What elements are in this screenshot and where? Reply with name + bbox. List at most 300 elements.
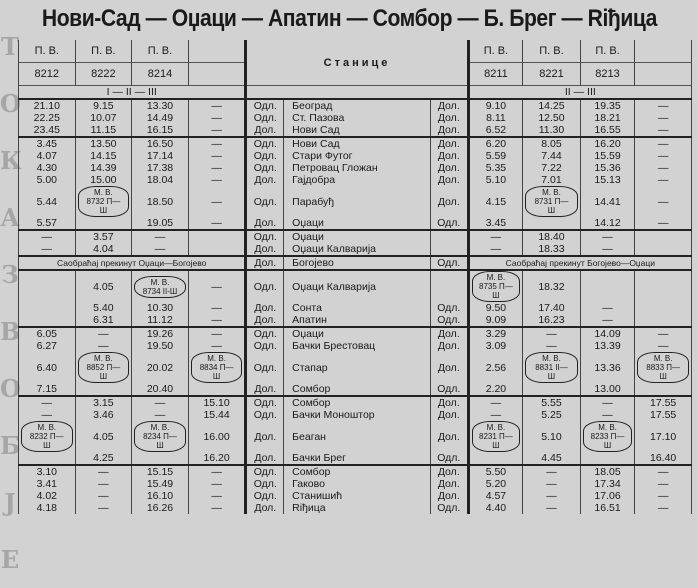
time-left: — <box>19 230 76 243</box>
time-right: — <box>635 327 692 340</box>
time-left: 9.15 <box>75 99 132 112</box>
motor-train-badge: М. В. 8831 II—Ш <box>525 352 578 383</box>
station-name: Бачки Моноштор <box>284 409 431 421</box>
motor-train-badge: М. В. 8234 П—Ш <box>134 421 186 452</box>
train-number-left: 8214 <box>132 63 189 86</box>
time-left: 3.41 <box>19 478 76 490</box>
time-right: 4.45 <box>523 452 581 465</box>
time-right: 13.00 <box>580 383 635 396</box>
time-right: 3.45 <box>468 217 523 230</box>
time-left <box>19 270 76 302</box>
time-left: — <box>188 314 246 327</box>
time-left <box>19 302 76 314</box>
table-row <box>19 352 692 383</box>
time-right: — <box>635 478 692 490</box>
table-row <box>19 340 692 352</box>
time-right: — <box>635 186 692 217</box>
arr-dep-left: Одл. <box>246 352 284 383</box>
time-right: 9.50 <box>468 302 523 314</box>
time-right: 9.10 <box>468 99 523 112</box>
table-row <box>19 396 692 409</box>
station-name: Гајдобра <box>284 174 431 186</box>
table-row <box>19 409 692 421</box>
time-left: 6.27 <box>19 340 76 352</box>
time-right: 18.33 <box>523 243 581 256</box>
table-row <box>19 243 692 256</box>
train-number-right: 8213 <box>580 63 635 86</box>
train-number-right <box>635 63 692 86</box>
time-right: — <box>635 124 692 137</box>
watermark-letter: О <box>0 89 21 118</box>
time-left: 16.26 <box>132 502 189 514</box>
motor-train-badge: М. В. 8232 П—Ш <box>21 421 73 452</box>
station-name: Оџаци <box>284 327 431 340</box>
station-name: Станишић <box>284 490 431 502</box>
table-row <box>19 270 692 302</box>
time-left: — <box>132 396 189 409</box>
station-name: Сомбор <box>284 383 431 396</box>
vertical-watermark <box>0 18 20 588</box>
time-right: 5.20 <box>468 478 523 490</box>
time-right: 5.59 <box>468 150 523 162</box>
time-left: — <box>132 243 189 256</box>
station-name: Бачки Брестовац <box>284 340 431 352</box>
time-left: 3.57 <box>75 230 132 243</box>
time-right: — <box>580 230 635 243</box>
time-left: 10.07 <box>75 112 132 124</box>
time-left: 3.45 <box>19 137 76 150</box>
watermark-letter: Б <box>0 431 21 460</box>
station-name: Сомбор <box>284 396 431 409</box>
table-row <box>19 174 692 186</box>
time-left: 15.15 <box>132 465 189 478</box>
arr-dep-left: Одл. <box>246 490 284 502</box>
time-right: 13.36 <box>580 352 635 383</box>
time-left <box>75 186 132 217</box>
time-left: — <box>188 465 246 478</box>
time-left: — <box>188 186 246 217</box>
time-right: — <box>468 409 523 421</box>
arr-dep-right: Дол. <box>430 174 468 186</box>
time-right: 19.35 <box>580 99 635 112</box>
time-left: — <box>188 150 246 162</box>
classes-left: I — II — III <box>19 86 246 100</box>
time-right: — <box>635 465 692 478</box>
arr-dep-right: Дол. <box>430 137 468 150</box>
time-left: — <box>75 490 132 502</box>
arr-dep-left: Дол. <box>246 256 284 270</box>
time-right: 16.51 <box>580 502 635 514</box>
time-right: 17.10 <box>635 421 692 452</box>
station-name: Стапар <box>284 352 431 383</box>
table-row <box>19 112 692 124</box>
table-row <box>19 256 692 270</box>
motor-train-badge: М. В. 8833 П—Ш <box>637 352 689 383</box>
time-right <box>523 186 581 217</box>
time-right <box>468 270 523 302</box>
time-right: 17.40 <box>523 302 581 314</box>
motor-train-badge: М. В. 8731 П—Ш <box>525 186 578 217</box>
arr-dep-right <box>430 230 468 243</box>
time-right <box>580 270 635 302</box>
time-right: 4.57 <box>468 490 523 502</box>
time-right: 5.10 <box>523 421 581 452</box>
station-name: Парабуђ <box>284 186 431 217</box>
station-name: Бачки Брег <box>284 452 431 465</box>
motor-train-badge: М. В. 8735 П—Ш <box>472 271 521 302</box>
time-right: — <box>635 137 692 150</box>
train-number-left: 8212 <box>19 63 76 86</box>
time-left: 4.25 <box>75 452 132 465</box>
time-left: 5.44 <box>19 186 76 217</box>
time-right: — <box>580 302 635 314</box>
arr-dep-left: Одл. <box>246 327 284 340</box>
time-left <box>132 452 189 465</box>
time-right: 14.25 <box>523 99 581 112</box>
arr-dep-left: Одл. <box>246 340 284 352</box>
time-left: — <box>75 502 132 514</box>
train-type-left: П. В. <box>19 40 76 63</box>
arr-dep-right: Дол. <box>430 162 468 174</box>
time-right: 2.20 <box>468 383 523 396</box>
time-left: — <box>188 327 246 340</box>
time-left: 13.30 <box>132 99 189 112</box>
time-right <box>523 352 581 383</box>
time-right: 5.50 <box>468 465 523 478</box>
time-left: 4.05 <box>75 421 132 452</box>
time-right <box>468 421 523 452</box>
time-left: — <box>19 409 76 421</box>
time-left: — <box>132 409 189 421</box>
table-row <box>19 230 692 243</box>
time-left: 6.31 <box>75 314 132 327</box>
arr-dep-right: Одл. <box>430 502 468 514</box>
time-right: 13.39 <box>580 340 635 352</box>
blank-cell <box>246 86 468 100</box>
time-right <box>523 217 581 230</box>
time-left: 21.10 <box>19 99 76 112</box>
time-left: 15.44 <box>188 409 246 421</box>
time-left: 16.00 <box>188 421 246 452</box>
time-right <box>580 421 635 452</box>
time-left: 10.30 <box>132 302 189 314</box>
arr-dep-right: Дол. <box>430 352 468 383</box>
time-right: — <box>635 217 692 230</box>
time-right: 18.40 <box>523 230 581 243</box>
time-right: 6.20 <box>468 137 523 150</box>
arr-dep-left: Дол. <box>246 243 284 256</box>
arr-dep-left: Одл. <box>246 186 284 217</box>
time-left: 15.49 <box>132 478 189 490</box>
time-right: — <box>468 230 523 243</box>
time-left <box>75 352 132 383</box>
arr-dep-left: Дол. <box>246 383 284 396</box>
arr-dep-right: Дол. <box>430 327 468 340</box>
time-right: 7.44 <box>523 150 581 162</box>
arr-dep-right: Дол. <box>430 478 468 490</box>
table-row <box>19 124 692 137</box>
table-row <box>19 162 692 174</box>
time-right: — <box>523 465 581 478</box>
time-left: 17.14 <box>132 150 189 162</box>
time-right: — <box>635 112 692 124</box>
station-name: Сомбор <box>284 465 431 478</box>
table-row <box>19 502 692 514</box>
time-right: 5.25 <box>523 409 581 421</box>
time-right: — <box>635 99 692 112</box>
time-right <box>635 230 692 243</box>
station-name: Оџаци <box>284 230 431 243</box>
time-left <box>75 217 132 230</box>
time-left: 5.40 <box>75 302 132 314</box>
train-number-left: 8222 <box>75 63 132 86</box>
station-name: Гаково <box>284 478 431 490</box>
time-right: — <box>580 396 635 409</box>
time-right: 17.55 <box>635 409 692 421</box>
time-left <box>132 270 189 302</box>
time-right <box>580 452 635 465</box>
time-right: — <box>523 490 581 502</box>
time-right: — <box>523 327 581 340</box>
train-type-right: П. В. <box>580 40 635 63</box>
time-right: 17.34 <box>580 478 635 490</box>
time-left <box>75 383 132 396</box>
time-right: — <box>523 502 581 514</box>
table-row <box>19 217 692 230</box>
time-left <box>19 452 76 465</box>
time-right: — <box>523 478 581 490</box>
time-left: — <box>188 340 246 352</box>
arr-dep-right: Дол. <box>430 124 468 137</box>
time-right: 17.06 <box>580 490 635 502</box>
arr-dep-left: Одл. <box>246 137 284 150</box>
station-name: Стари Футог <box>284 150 431 162</box>
time-left: 4.05 <box>75 270 132 302</box>
watermark-letter: Т <box>1 32 19 61</box>
time-left: — <box>188 162 246 174</box>
table-row <box>19 99 692 112</box>
time-left <box>188 383 246 396</box>
time-left: 4.02 <box>19 490 76 502</box>
time-left: — <box>19 396 76 409</box>
time-left: 3.46 <box>75 409 132 421</box>
watermark-letter: К <box>0 146 22 175</box>
time-right <box>523 383 581 396</box>
time-left: — <box>132 230 189 243</box>
time-left: 5.00 <box>19 174 76 186</box>
time-right: — <box>580 314 635 327</box>
arr-dep-left: Одл. <box>246 99 284 112</box>
time-right: 14.09 <box>580 327 635 340</box>
arr-dep-right <box>430 243 468 256</box>
time-right: 15.13 <box>580 174 635 186</box>
note-right: Саобраћај прекинут Богојево—Оџаци <box>468 256 691 270</box>
table-row <box>19 327 692 340</box>
arr-dep-right: Одл. <box>430 314 468 327</box>
arr-dep-left: Одл. <box>246 112 284 124</box>
arr-dep-right: Дол. <box>430 465 468 478</box>
time-right: 16.55 <box>580 124 635 137</box>
time-left: — <box>188 99 246 112</box>
time-right: 14.41 <box>580 186 635 217</box>
stanice-header: Станице <box>246 40 468 86</box>
time-right: 16.23 <box>523 314 581 327</box>
arr-dep-right: Дол. <box>430 396 468 409</box>
arr-dep-left: Одл. <box>246 396 284 409</box>
station-name: Богојево <box>284 256 431 270</box>
time-right: — <box>635 502 692 514</box>
station-name: Петровац Гложан <box>284 162 431 174</box>
arr-dep-left: Дол. <box>246 314 284 327</box>
time-right: 5.55 <box>523 396 581 409</box>
arr-dep-left: Дол. <box>246 302 284 314</box>
time-right: 8.05 <box>523 137 581 150</box>
watermark-letter: О <box>0 374 21 403</box>
time-left: 3.15 <box>75 396 132 409</box>
time-left: 13.50 <box>75 137 132 150</box>
station-name: Нови Сад <box>284 124 431 137</box>
table-row <box>19 186 692 217</box>
table-row <box>19 302 692 314</box>
time-left: 3.10 <box>19 465 76 478</box>
time-left: 17.38 <box>132 162 189 174</box>
arr-dep-right: Дол. <box>430 112 468 124</box>
arr-dep-right <box>430 270 468 302</box>
time-left: 19.26 <box>132 327 189 340</box>
station-name: Апатин <box>284 314 431 327</box>
arr-dep-left: Дол. <box>246 452 284 465</box>
time-right: 16.20 <box>580 137 635 150</box>
train-type-right: П. В. <box>523 40 581 63</box>
time-left: — <box>188 137 246 150</box>
time-left: 7.15 <box>19 383 76 396</box>
table-row <box>19 421 692 452</box>
time-left: 4.07 <box>19 150 76 162</box>
time-right <box>635 352 692 383</box>
time-left <box>132 421 189 452</box>
arr-dep-right: Дол. <box>430 186 468 217</box>
arr-dep-left: Одл. <box>246 478 284 490</box>
arr-dep-left: Одл. <box>246 230 284 243</box>
table-row <box>19 137 692 150</box>
note-left: Саобраћај прекинут Оџаци—Богојево <box>19 256 246 270</box>
train-type-left: П. В. <box>75 40 132 63</box>
arr-dep-left: Дол. <box>246 217 284 230</box>
station-name: Оџаци Калварија <box>284 270 431 302</box>
time-right <box>468 452 523 465</box>
time-left: 15.00 <box>75 174 132 186</box>
time-right: 3.29 <box>468 327 523 340</box>
time-right: 11.30 <box>523 124 581 137</box>
time-right: 6.52 <box>468 124 523 137</box>
time-left <box>188 352 246 383</box>
time-left <box>188 243 246 256</box>
arr-dep-left: Дол. <box>246 421 284 452</box>
time-right: — <box>635 162 692 174</box>
station-name: Оџаци Калварија <box>284 243 431 256</box>
time-left: 4.04 <box>75 243 132 256</box>
arr-dep-right: Одл. <box>430 217 468 230</box>
time-right: 8.11 <box>468 112 523 124</box>
train-type-left: П. В. <box>132 40 189 63</box>
time-right: 18.05 <box>580 465 635 478</box>
time-right: 4.40 <box>468 502 523 514</box>
time-right <box>635 383 692 396</box>
arr-dep-left: Дол. <box>246 174 284 186</box>
time-right: 18.21 <box>580 112 635 124</box>
time-left: 19.05 <box>132 217 189 230</box>
time-left: 6.05 <box>19 327 76 340</box>
watermark-letter: А <box>0 203 20 232</box>
time-left: — <box>75 327 132 340</box>
time-right: 16.40 <box>635 452 692 465</box>
time-left: — <box>75 478 132 490</box>
arr-dep-right: Дол. <box>430 421 468 452</box>
time-left: 14.39 <box>75 162 132 174</box>
train-type-right <box>635 40 692 63</box>
time-right: 5.35 <box>468 162 523 174</box>
arr-dep-left: Одл. <box>246 162 284 174</box>
time-left: — <box>188 112 246 124</box>
arr-dep-left: Дол. <box>246 502 284 514</box>
time-left: 22.25 <box>19 112 76 124</box>
time-right: — <box>635 150 692 162</box>
table-row <box>19 490 692 502</box>
arr-dep-left: Одл. <box>246 270 284 302</box>
time-right: 9.09 <box>468 314 523 327</box>
time-right <box>635 243 692 256</box>
arr-dep-right: Дол. <box>430 99 468 112</box>
time-left: 16.50 <box>132 137 189 150</box>
time-right: 7.01 <box>523 174 581 186</box>
time-left <box>19 421 76 452</box>
time-left: — <box>188 174 246 186</box>
time-right: 15.36 <box>580 162 635 174</box>
time-right: 18.32 <box>523 270 581 302</box>
station-name: Оџаци <box>284 217 431 230</box>
time-right: — <box>468 243 523 256</box>
time-right: 3.09 <box>468 340 523 352</box>
time-left: 18.50 <box>132 186 189 217</box>
time-right: 4.15 <box>468 186 523 217</box>
table-row <box>19 465 692 478</box>
motor-train-badge: М. В. 8834 П—Ш <box>191 352 243 383</box>
arr-dep-left: Одл. <box>246 409 284 421</box>
time-left: 6.40 <box>19 352 76 383</box>
train-number-right: 8211 <box>468 63 523 86</box>
arr-dep-right: Дол. <box>430 340 468 352</box>
time-left: — <box>188 217 246 230</box>
arr-dep-left: Одл. <box>246 465 284 478</box>
time-left: 15.10 <box>188 396 246 409</box>
table-row <box>19 478 692 490</box>
time-left: 20.02 <box>132 352 189 383</box>
time-left: — <box>188 478 246 490</box>
table-row <box>19 150 692 162</box>
time-right: — <box>635 490 692 502</box>
train-number-right: 8221 <box>523 63 581 86</box>
time-right: 7.22 <box>523 162 581 174</box>
motor-train-badge: М. В. 8231 П—Ш <box>472 421 521 452</box>
time-left: 14.49 <box>132 112 189 124</box>
time-right: — <box>523 340 581 352</box>
time-left: 23.45 <box>19 124 76 137</box>
time-left <box>19 314 76 327</box>
time-right: — <box>580 243 635 256</box>
arr-dep-left: Одл. <box>246 150 284 162</box>
train-type-right: П. В. <box>468 40 523 63</box>
table-row <box>19 452 692 465</box>
